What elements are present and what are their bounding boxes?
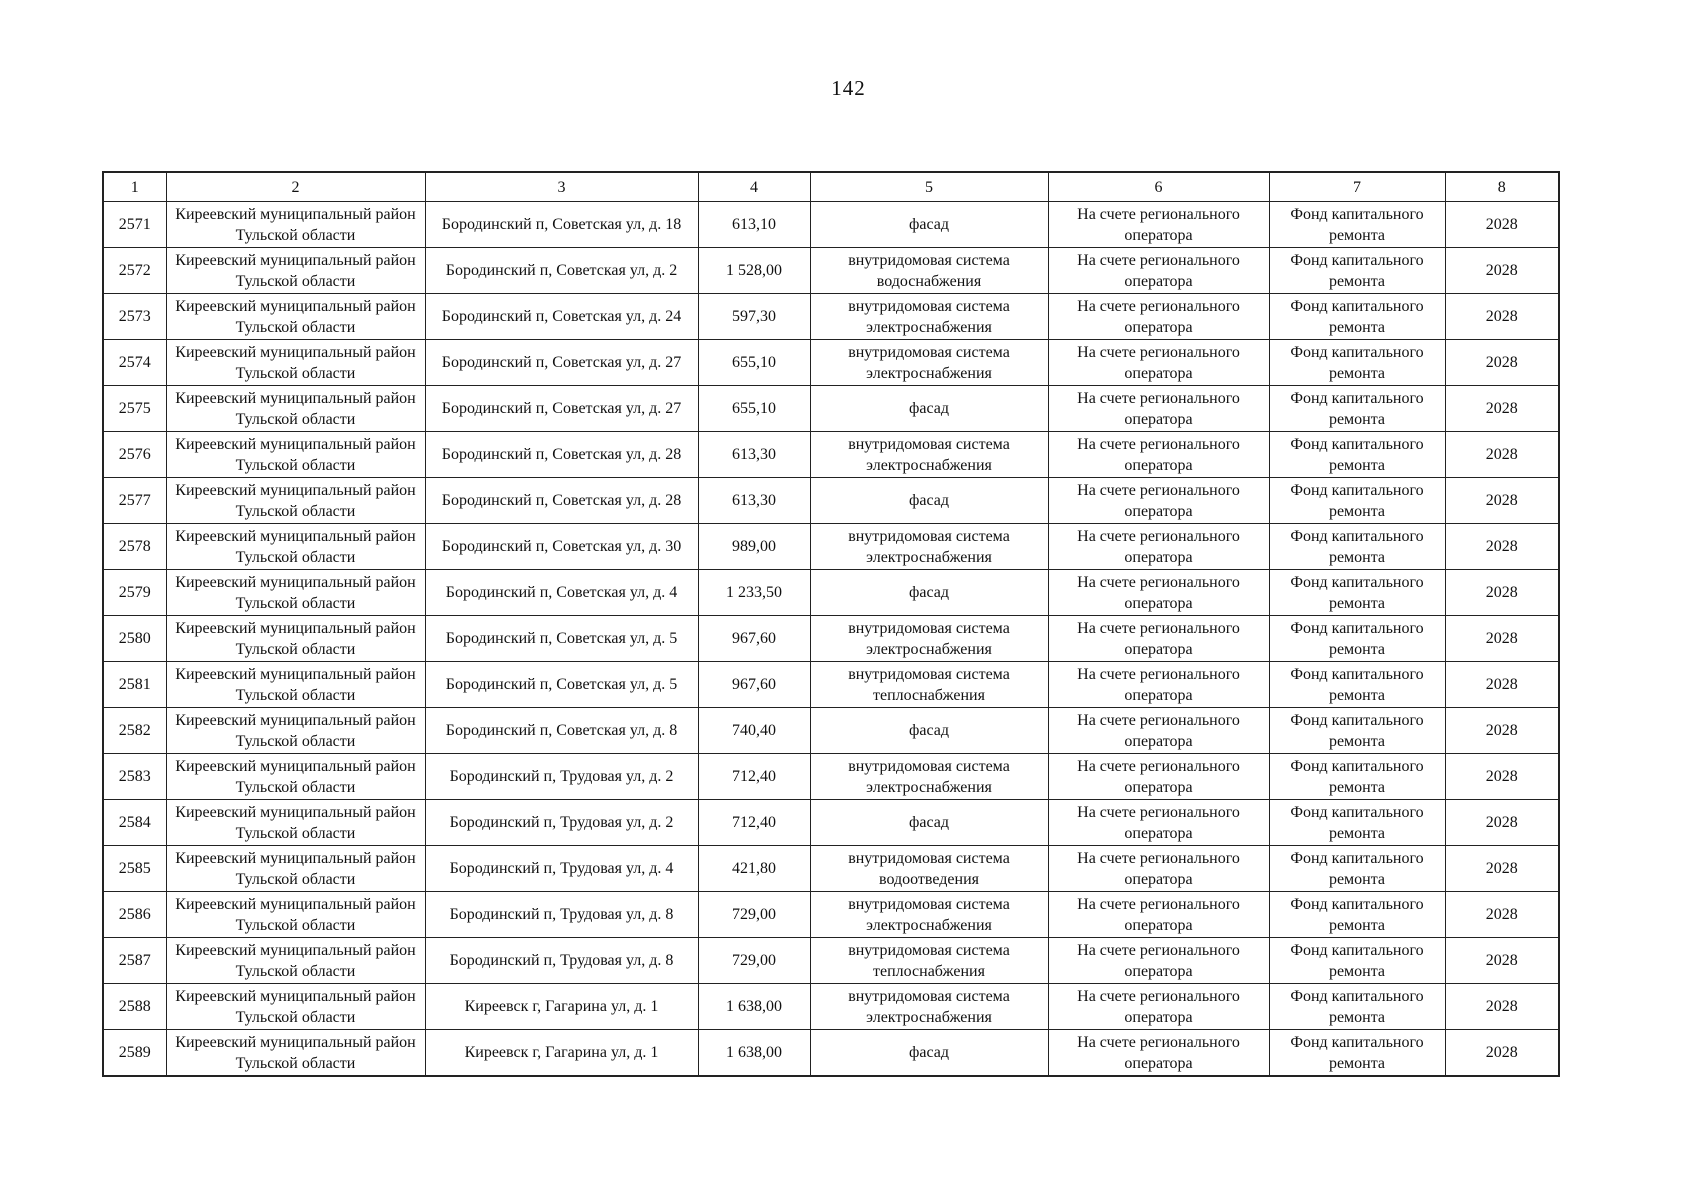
district-cell: Киреевский муниципальный район Тульской области — [166, 340, 425, 386]
register-table — [102, 171, 1560, 1077]
area-cell: 967,60 — [698, 662, 810, 708]
area-cell: 729,00 — [698, 892, 810, 938]
fund-cell: Фонд капитального ремонта — [1269, 892, 1445, 938]
fund-cell: Фонд капитального ремонта — [1269, 1030, 1445, 1077]
row-number-cell: 2578 — [103, 524, 166, 570]
year-cell: 2028 — [1445, 938, 1559, 984]
district-cell: Киреевский муниципальный район Тульской области — [166, 892, 425, 938]
year-cell: 2028 — [1445, 1030, 1559, 1077]
work-type-cell: фасад — [810, 800, 1048, 846]
row-number-cell: 2586 — [103, 892, 166, 938]
row-number-cell: 2582 — [103, 708, 166, 754]
area-cell: 613,30 — [698, 478, 810, 524]
fund-cell: Фонд капитального ремонта — [1269, 386, 1445, 432]
address-cell: Бородинский п, Советская ул, д. 18 — [425, 202, 698, 248]
area-cell: 989,00 — [698, 524, 810, 570]
column-header-4: 4 — [698, 172, 810, 202]
year-cell: 2028 — [1445, 524, 1559, 570]
work-type-cell: фасад — [810, 570, 1048, 616]
table-row — [103, 294, 1559, 340]
year-cell: 2028 — [1445, 478, 1559, 524]
district-cell: Киреевский муниципальный район Тульской области — [166, 248, 425, 294]
row-number-cell: 2577 — [103, 478, 166, 524]
address-cell: Бородинский п, Советская ул, д. 28 — [425, 432, 698, 478]
table-row — [103, 386, 1559, 432]
table-row — [103, 524, 1559, 570]
table-row — [103, 1030, 1559, 1077]
work-type-cell: фасад — [810, 708, 1048, 754]
year-cell: 2028 — [1445, 202, 1559, 248]
row-number-cell: 2579 — [103, 570, 166, 616]
area-cell: 740,40 — [698, 708, 810, 754]
address-cell: Бородинский п, Советская ул, д. 27 — [425, 340, 698, 386]
row-number-cell: 2584 — [103, 800, 166, 846]
row-number-cell: 2583 — [103, 754, 166, 800]
work-type-cell: внутридомовая система электроснабжения — [810, 892, 1048, 938]
work-type-cell: фасад — [810, 386, 1048, 432]
work-type-cell: внутридомовая система водоснабжения — [810, 248, 1048, 294]
table-row — [103, 570, 1559, 616]
row-number-cell: 2580 — [103, 616, 166, 662]
account-cell: На счете регионального оператора — [1048, 938, 1269, 984]
district-cell: Киреевский муниципальный район Тульской области — [166, 432, 425, 478]
year-cell: 2028 — [1445, 616, 1559, 662]
row-number-cell: 2571 — [103, 202, 166, 248]
table-row — [103, 340, 1559, 386]
district-cell: Киреевский муниципальный район Тульской области — [166, 662, 425, 708]
district-cell: Киреевский муниципальный район Тульской области — [166, 800, 425, 846]
account-cell: На счете регионального оператора — [1048, 478, 1269, 524]
area-cell: 967,60 — [698, 616, 810, 662]
area-cell: 655,10 — [698, 386, 810, 432]
year-cell: 2028 — [1445, 892, 1559, 938]
year-cell: 2028 — [1445, 248, 1559, 294]
address-cell: Бородинский п, Трудовая ул, д. 2 — [425, 754, 698, 800]
address-cell: Бородинский п, Трудовая ул, д. 4 — [425, 846, 698, 892]
area-cell: 1 638,00 — [698, 1030, 810, 1077]
work-type-cell: внутридомовая система электроснабжения — [810, 984, 1048, 1030]
address-cell: Киреевск г, Гагарина ул, д. 1 — [425, 1030, 698, 1077]
year-cell: 2028 — [1445, 984, 1559, 1030]
table-row — [103, 248, 1559, 294]
address-cell: Бородинский п, Трудовая ул, д. 8 — [425, 938, 698, 984]
area-cell: 712,40 — [698, 800, 810, 846]
district-cell: Киреевский муниципальный район Тульской области — [166, 294, 425, 340]
account-cell: На счете регионального оператора — [1048, 662, 1269, 708]
table-row — [103, 432, 1559, 478]
year-cell: 2028 — [1445, 662, 1559, 708]
work-type-cell: внутридомовая система теплоснабжения — [810, 662, 1048, 708]
table-row — [103, 478, 1559, 524]
district-cell: Киреевский муниципальный район Тульской области — [166, 202, 425, 248]
address-cell: Киреевск г, Гагарина ул, д. 1 — [425, 984, 698, 1030]
year-cell: 2028 — [1445, 570, 1559, 616]
address-cell: Бородинский п, Советская ул, д. 5 — [425, 616, 698, 662]
header-row — [103, 172, 1559, 202]
work-type-cell: внутридомовая система электроснабжения — [810, 616, 1048, 662]
year-cell: 2028 — [1445, 386, 1559, 432]
row-number-cell: 2581 — [103, 662, 166, 708]
table-row — [103, 938, 1559, 984]
row-number-cell: 2576 — [103, 432, 166, 478]
year-cell: 2028 — [1445, 846, 1559, 892]
fund-cell: Фонд капитального ремонта — [1269, 202, 1445, 248]
area-cell: 613,30 — [698, 432, 810, 478]
row-number-cell: 2587 — [103, 938, 166, 984]
account-cell: На счете регионального оператора — [1048, 570, 1269, 616]
address-cell: Бородинский п, Советская ул, д. 27 — [425, 386, 698, 432]
work-type-cell: внутридомовая система электроснабжения — [810, 754, 1048, 800]
district-cell: Киреевский муниципальный район Тульской области — [166, 984, 425, 1030]
account-cell: На счете регионального оператора — [1048, 340, 1269, 386]
row-number-cell: 2574 — [103, 340, 166, 386]
area-cell: 1 528,00 — [698, 248, 810, 294]
row-number-cell: 2585 — [103, 846, 166, 892]
account-cell: На счете регионального оператора — [1048, 616, 1269, 662]
district-cell: Киреевский муниципальный район Тульской области — [166, 1030, 425, 1077]
fund-cell: Фонд капитального ремонта — [1269, 938, 1445, 984]
account-cell: На счете регионального оператора — [1048, 708, 1269, 754]
fund-cell: Фонд капитального ремонта — [1269, 524, 1445, 570]
fund-cell: Фонд капитального ремонта — [1269, 248, 1445, 294]
address-cell: Бородинский п, Советская ул, д. 24 — [425, 294, 698, 340]
account-cell: На счете регионального оператора — [1048, 754, 1269, 800]
table-row — [103, 616, 1559, 662]
address-cell: Бородинский п, Советская ул, д. 28 — [425, 478, 698, 524]
work-type-cell: внутридомовая система электроснабжения — [810, 432, 1048, 478]
account-cell: На счете регионального оператора — [1048, 248, 1269, 294]
account-cell: На счете регионального оператора — [1048, 386, 1269, 432]
row-number-cell: 2573 — [103, 294, 166, 340]
district-cell: Киреевский муниципальный район Тульской области — [166, 570, 425, 616]
account-cell: На счете регионального оператора — [1048, 432, 1269, 478]
account-cell: На счете регионального оператора — [1048, 294, 1269, 340]
address-cell: Бородинский п, Трудовая ул, д. 8 — [425, 892, 698, 938]
area-cell: 597,30 — [698, 294, 810, 340]
district-cell: Киреевский муниципальный район Тульской области — [166, 478, 425, 524]
address-cell: Бородинский п, Советская ул, д. 4 — [425, 570, 698, 616]
area-cell: 613,10 — [698, 202, 810, 248]
account-cell: На счете регионального оператора — [1048, 800, 1269, 846]
fund-cell: Фонд капитального ремонта — [1269, 984, 1445, 1030]
table-row — [103, 754, 1559, 800]
row-number-cell: 2575 — [103, 386, 166, 432]
column-header-7: 7 — [1269, 172, 1445, 202]
row-number-cell: 2588 — [103, 984, 166, 1030]
row-number-cell: 2572 — [103, 248, 166, 294]
table-row — [103, 202, 1559, 248]
fund-cell: Фонд капитального ремонта — [1269, 846, 1445, 892]
address-cell: Бородинский п, Советская ул, д. 8 — [425, 708, 698, 754]
address-cell: Бородинский п, Трудовая ул, д. 2 — [425, 800, 698, 846]
work-type-cell: фасад — [810, 202, 1048, 248]
column-header-2: 2 — [166, 172, 425, 202]
area-cell: 729,00 — [698, 938, 810, 984]
year-cell: 2028 — [1445, 340, 1559, 386]
fund-cell: Фонд капитального ремонта — [1269, 570, 1445, 616]
fund-cell: Фонд капитального ремонта — [1269, 616, 1445, 662]
fund-cell: Фонд капитального ремонта — [1269, 662, 1445, 708]
work-type-cell: внутридомовая система электроснабжения — [810, 524, 1048, 570]
district-cell: Киреевский муниципальный район Тульской области — [166, 386, 425, 432]
address-cell: Бородинский п, Советская ул, д. 5 — [425, 662, 698, 708]
work-type-cell: внутридомовая система теплоснабжения — [810, 938, 1048, 984]
column-header-5: 5 — [810, 172, 1048, 202]
district-cell: Киреевский муниципальный район Тульской области — [166, 754, 425, 800]
district-cell: Киреевский муниципальный район Тульской области — [166, 938, 425, 984]
area-cell: 421,80 — [698, 846, 810, 892]
area-cell: 1 638,00 — [698, 984, 810, 1030]
table-row — [103, 662, 1559, 708]
table-row — [103, 984, 1559, 1030]
work-type-cell: внутридомовая система электроснабжения — [810, 294, 1048, 340]
year-cell: 2028 — [1445, 708, 1559, 754]
column-header-6: 6 — [1048, 172, 1269, 202]
row-number-cell: 2589 — [103, 1030, 166, 1077]
year-cell: 2028 — [1445, 754, 1559, 800]
fund-cell: Фонд капитального ремонта — [1269, 800, 1445, 846]
fund-cell: Фонд капитального ремонта — [1269, 432, 1445, 478]
fund-cell: Фонд капитального ремонта — [1269, 294, 1445, 340]
column-header-3: 3 — [425, 172, 698, 202]
year-cell: 2028 — [1445, 800, 1559, 846]
account-cell: На счете регионального оператора — [1048, 892, 1269, 938]
fund-cell: Фонд капитального ремонта — [1269, 708, 1445, 754]
fund-cell: Фонд капитального ремонта — [1269, 340, 1445, 386]
area-cell: 655,10 — [698, 340, 810, 386]
work-type-cell: фасад — [810, 1030, 1048, 1077]
district-cell: Киреевский муниципальный район Тульской области — [166, 708, 425, 754]
table-row — [103, 892, 1559, 938]
address-cell: Бородинский п, Советская ул, д. 30 — [425, 524, 698, 570]
page-number: 142 — [831, 76, 866, 100]
district-cell: Киреевский муниципальный район Тульской области — [166, 846, 425, 892]
column-header-1: 1 — [103, 172, 166, 202]
table-row — [103, 846, 1559, 892]
area-cell: 712,40 — [698, 754, 810, 800]
year-cell: 2028 — [1445, 432, 1559, 478]
fund-cell: Фонд капитального ремонта — [1269, 478, 1445, 524]
account-cell: На счете регионального оператора — [1048, 202, 1269, 248]
account-cell: На счете регионального оператора — [1048, 846, 1269, 892]
area-cell: 1 233,50 — [698, 570, 810, 616]
work-type-cell: внутридомовая система водоотведения — [810, 846, 1048, 892]
year-cell: 2028 — [1445, 294, 1559, 340]
address-cell: Бородинский п, Советская ул, д. 2 — [425, 248, 698, 294]
work-type-cell: внутридомовая система электроснабжения — [810, 340, 1048, 386]
account-cell: На счете регионального оператора — [1048, 1030, 1269, 1077]
district-cell: Киреевский муниципальный район Тульской области — [166, 524, 425, 570]
fund-cell: Фонд капитального ремонта — [1269, 754, 1445, 800]
work-type-cell: фасад — [810, 478, 1048, 524]
table-row — [103, 800, 1559, 846]
account-cell: На счете регионального оператора — [1048, 984, 1269, 1030]
column-header-8: 8 — [1445, 172, 1559, 202]
account-cell: На счете регионального оператора — [1048, 524, 1269, 570]
table-row — [103, 708, 1559, 754]
district-cell: Киреевский муниципальный район Тульской области — [166, 616, 425, 662]
